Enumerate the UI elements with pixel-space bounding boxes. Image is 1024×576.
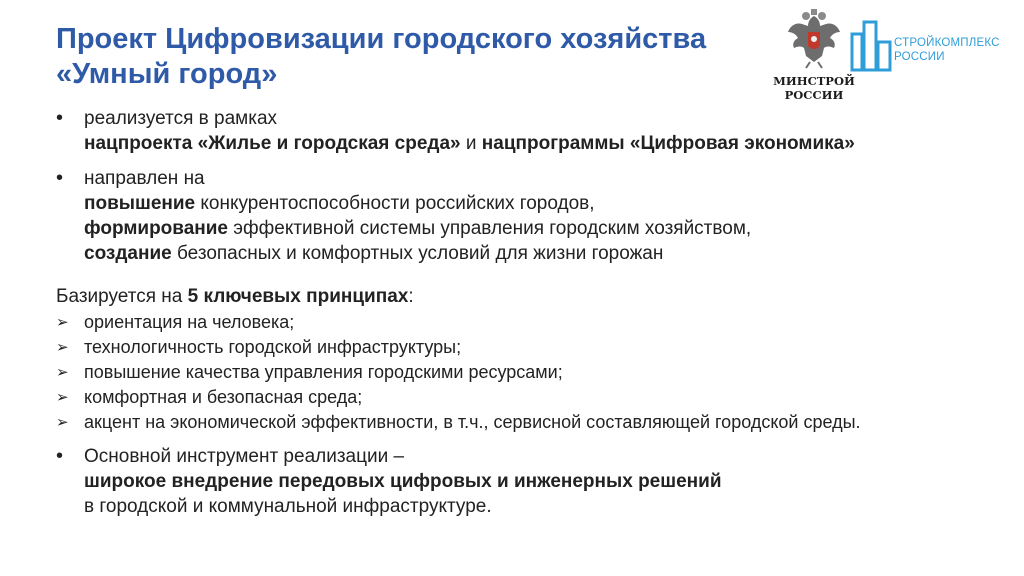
bullet-dot: •	[56, 107, 64, 129]
final-bullet-line-1: Основной инструмент реализации –	[84, 446, 405, 467]
bullet-1-line-2: нацпроекта «Жилье и городская среда» и нацпрограммы «Цифровая экономика»	[84, 133, 855, 154]
bullet-2-line-1: повышение конкурентоспособности российских городов,	[84, 193, 595, 214]
final-bullet-line-3: в городской и коммунальной инфраструктуре.	[84, 496, 492, 517]
page-title	[56, 22, 756, 92]
arrow-bullet-icon: ➢	[56, 414, 69, 431]
final-bullet-line-2: широкое внедрение передовых цифровых и инженерных решений	[84, 471, 722, 492]
coat-of-arms-icon	[784, 8, 844, 70]
logos-block	[770, 8, 1020, 118]
bullet-dot: •	[56, 445, 64, 467]
minstroy-logo	[770, 8, 858, 114]
principles-heading: Базируется на 5 ключевых принципах:	[56, 286, 414, 307]
bullet-2-line-2: формирование эффективной системы управления городским хозяйством,	[84, 218, 752, 239]
bullet-2-intro: направлен на	[84, 168, 205, 189]
arrow-bullet-icon: ➢	[56, 339, 69, 356]
minstroy-label: МИНСТРОЙ РОССИИ	[773, 74, 855, 102]
arrow-bullet-icon: ➢	[56, 364, 69, 381]
title-line-2: «Умный город»	[56, 58, 278, 90]
bullet-1-intro: реализуется в рамках	[84, 108, 278, 129]
bullet-dot: •	[56, 167, 64, 189]
title-line-1: Проект Цифровизации городского хозяйства	[56, 23, 707, 55]
arrow-bullet-icon: ➢	[56, 389, 69, 406]
bullet-2-line-3: создание безопасных и комфортных условий для жизни горожан	[84, 243, 664, 264]
building-icon	[850, 20, 892, 72]
stroykompleks-label: СТРОЙКОМПЛЕКС РОССИИ	[894, 37, 1000, 63]
arrow-bullet-icon: ➢	[56, 314, 69, 331]
